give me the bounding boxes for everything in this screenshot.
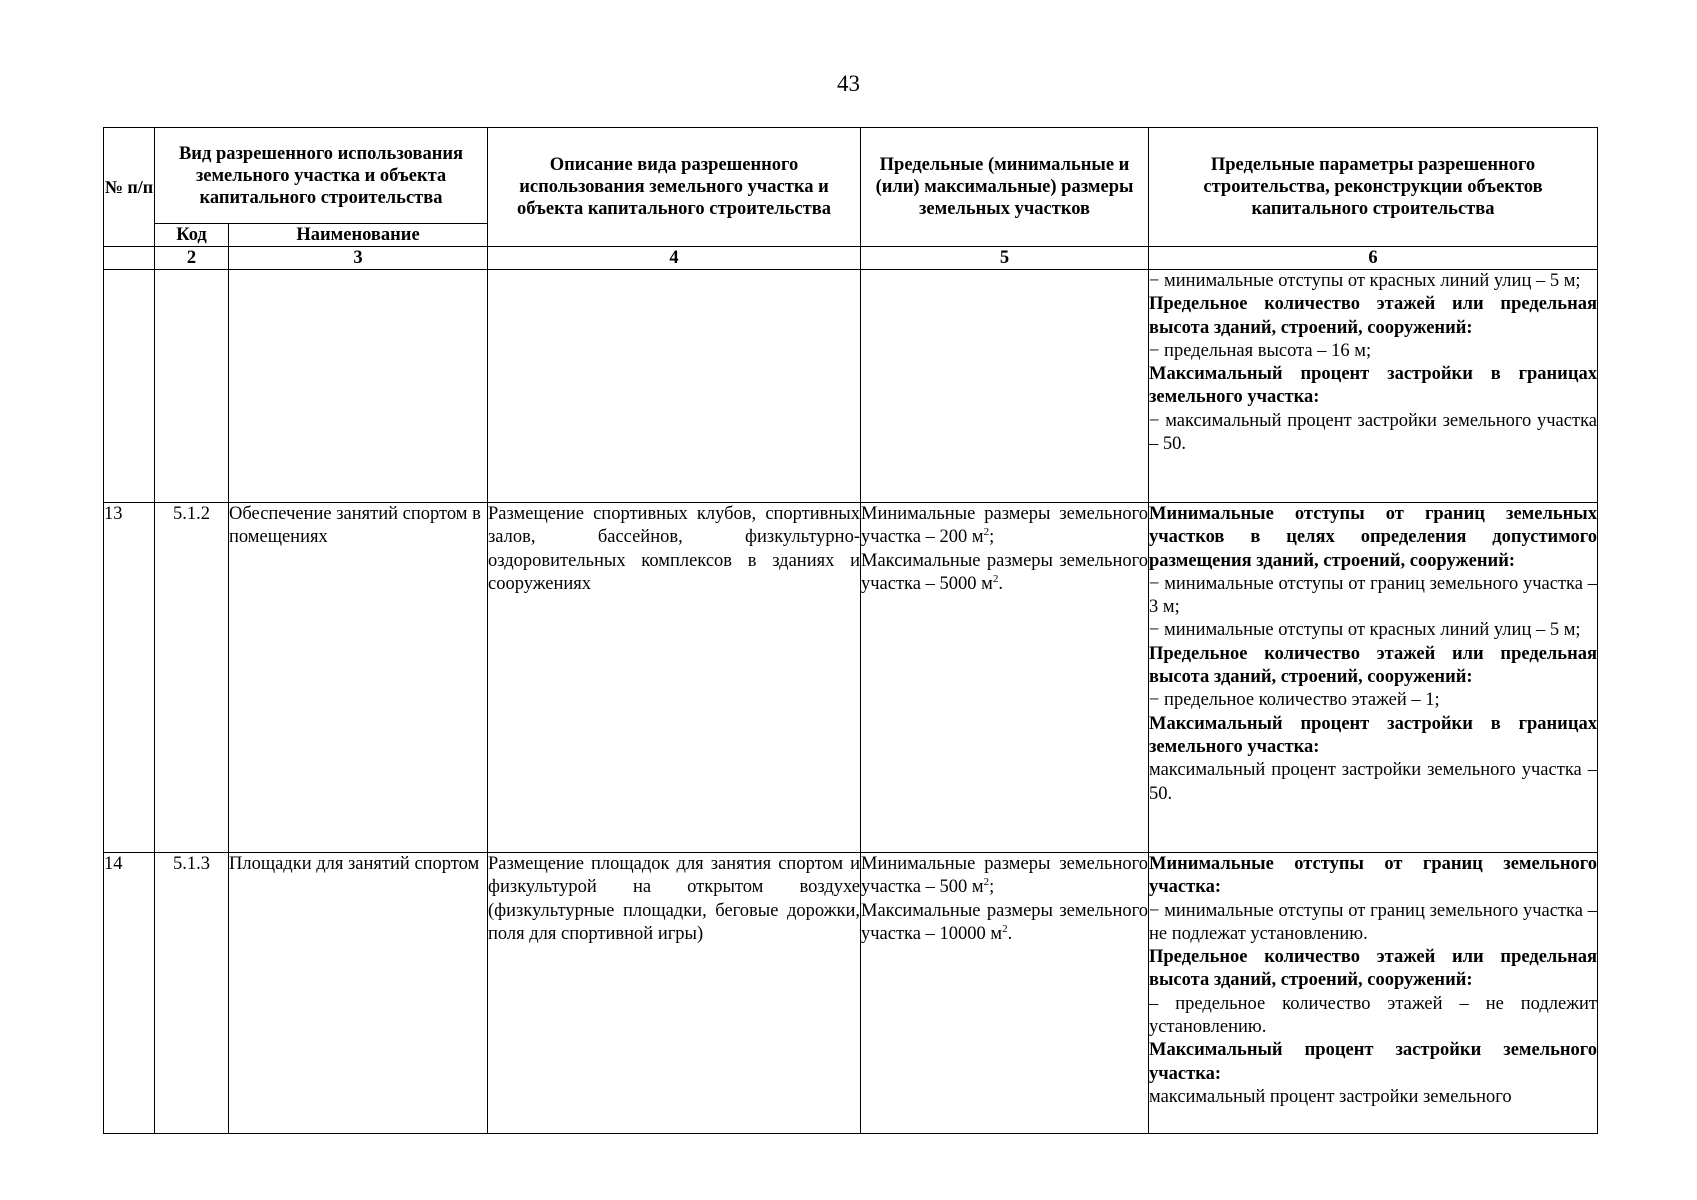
parameter-line: − минимальные отступы от границ земельного участка – 3 м; — [1149, 573, 1597, 618]
superscript: 2 — [983, 526, 990, 539]
use-name: Площадки для занятий спортом — [229, 853, 488, 1134]
superscript: 2 — [983, 876, 990, 889]
parameter-line: − предельное количество этажей – 1; — [1149, 690, 1440, 711]
plot-sizes — [861, 270, 1149, 503]
use-name — [229, 270, 488, 503]
plot-size-line: Минимальные размеры земельного участка – 200 $м^2$; — [861, 504, 1148, 548]
page-number: 43 — [837, 71, 860, 96]
header-description: Описание вида разрешенного использования земельного участка и объекта капитального строительства — [488, 128, 861, 247]
header-code: Код — [155, 224, 229, 247]
parameter-line: − минимальные отступы от красных линий улиц – 5 м; — [1149, 620, 1581, 641]
parameter-heading: Минимальные отступы от границ земельного участка: — [1149, 854, 1597, 898]
plot-size-line: Максимальные размеры земельного участка – 5000 $м^2$. — [861, 550, 1148, 594]
column-index: 4 — [488, 247, 861, 270]
parameter-heading: Предельное количество этажей или предельная высота зданий, строений, сооружений: — [1149, 643, 1597, 688]
use-code: 5.1.2 — [155, 503, 229, 853]
use-description — [488, 270, 861, 503]
construction-parameters — [1149, 503, 1598, 853]
parameter-heading: Максимальный процент застройки в границах земельного участка: — [1149, 713, 1597, 757]
column-index: 3 — [229, 247, 488, 270]
parameter-line: максимальный процент застройки земельного участка – 50. — [1149, 760, 1597, 804]
parameter-line: – предельное количество этажей – не подлежит установлению. — [1149, 993, 1597, 1038]
row-number: 14 — [104, 853, 155, 1134]
column-index: 2 — [155, 247, 229, 270]
header-parameters: Предельные параметры разрешенного строительства, реконструкции объектов капитального строительства — [1149, 128, 1598, 247]
plot-size-line: Минимальные размеры земельного участка – 500 $м^2$; — [861, 854, 1148, 898]
use-description: Размещение спортивных клубов, спортивных залов, бассейнов, физкультурно-оздоровительных комплексов в зданиях и сооружениях — [488, 503, 861, 853]
header-use-type: Вид разрешенного использования земельного участка и объекта капитального строительства — [155, 128, 488, 224]
use-code: 5.1.3 — [155, 853, 229, 1134]
column-index: 6 — [1149, 247, 1598, 270]
column-index: 5 — [861, 247, 1149, 270]
superscript: 2 — [1002, 922, 1008, 935]
use-name: Обеспечение занятий спортом в помещениях — [229, 503, 488, 853]
row-number: 13 — [104, 503, 155, 853]
parameter-heading: Максимальный процент застройки в границах земельного участка: — [1149, 364, 1597, 408]
superscript: 2 — [992, 572, 999, 585]
parameter-heading: Предельное количество этажей или предельная высота зданий, строений, сооружений: — [1149, 294, 1597, 338]
parameter-heading: Предельное количество этажей или предельная высота зданий, строений, сооружений: — [1149, 947, 1597, 991]
table-row — [104, 853, 1598, 1134]
parameter-line: − предельная высота – 16 м; — [1149, 340, 1372, 361]
plot-size-line: Максимальные размеры земельного участка – 10000 $м^2$. — [861, 900, 1148, 944]
construction-parameters — [1149, 853, 1598, 1134]
use-description: Размещение площадок для занятия спортом и физкультурой на открытом воздухе (физкультурные площадки, беговые дорожки, поля для спортивной игры) — [488, 853, 861, 1134]
plot-sizes — [861, 853, 1149, 1134]
permitted-use-table — [103, 127, 1598, 1134]
header-number: № п/п — [104, 128, 155, 247]
parameter-line: − минимальные отступы от границ земельного участка – не подлежат установлению. — [1149, 900, 1597, 944]
construction-parameters — [1149, 270, 1598, 503]
header-name: Наименование — [229, 224, 488, 247]
header-row — [104, 128, 1598, 224]
parameter-heading: Максимальный процент застройки земельного участка: — [1149, 1040, 1597, 1084]
column-index-row — [104, 247, 1598, 270]
parameter-line: − минимальные отступы от красных линий улиц – 5 м; — [1149, 271, 1581, 291]
table-row — [104, 503, 1598, 853]
parameter-line: максимальный процент застройки земельного — [1149, 1086, 1512, 1107]
plot-sizes — [861, 503, 1149, 853]
row-number — [104, 270, 155, 503]
use-code — [155, 270, 229, 503]
parameter-heading: Минимальные отступы от границ земельных участков в целях определения допустимого размещения зданий, строений, сооружений: — [1149, 504, 1597, 571]
table-row — [104, 270, 1598, 503]
column-index — [104, 247, 155, 270]
parameter-line: − максимальный процент застройки земельного участка – 50. — [1149, 410, 1597, 455]
header-plot-sizes: Предельные (минимальные и (или) максимальные) размеры земельных участков — [861, 128, 1149, 247]
